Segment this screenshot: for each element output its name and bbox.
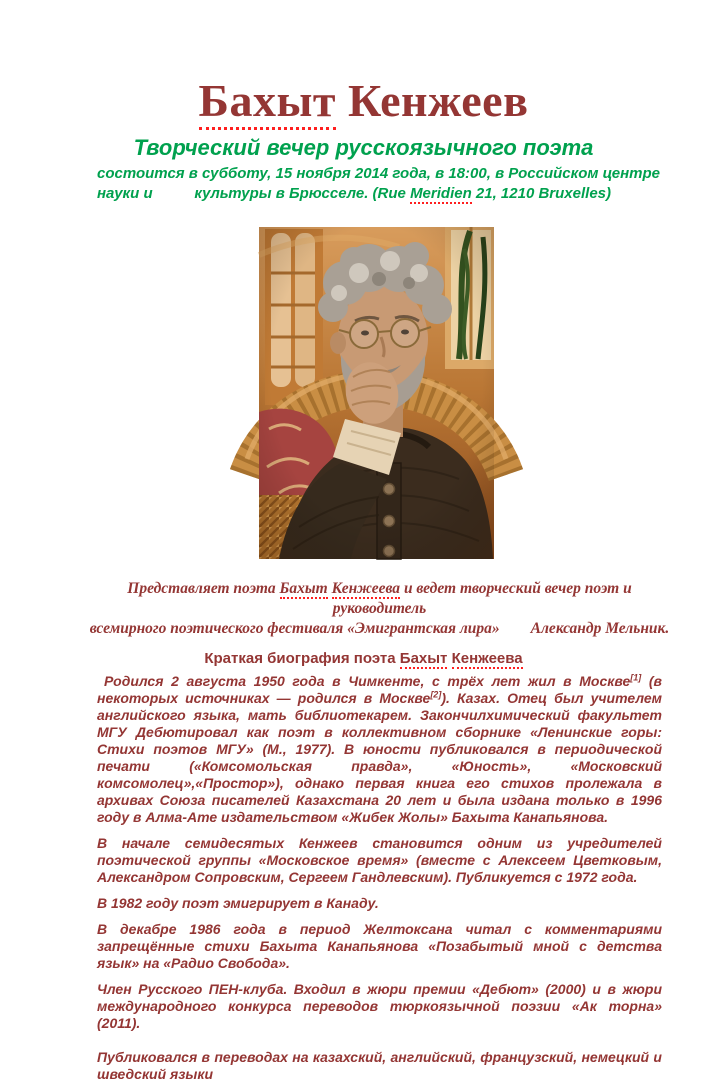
poet-last-name: Кенжеева bbox=[331, 580, 401, 598]
heading-text: Краткая биография поэта bbox=[204, 649, 400, 667]
footnote-ref-2: [2] bbox=[430, 688, 442, 699]
footnote-ref-1: [1] bbox=[630, 671, 642, 682]
poet-first-name: Бахыт bbox=[279, 580, 328, 598]
space bbox=[447, 650, 451, 667]
title-last-name: Кенжеев bbox=[335, 75, 529, 126]
photo-container bbox=[0, 227, 727, 559]
page-title bbox=[0, 0, 727, 126]
heading-last-name: Кенжеева bbox=[451, 649, 523, 667]
p1-text: ). Казах. Отец был учителем английского языка, мать библиотекарем. Закончилхимический факультет МГУ Дебютировал как поэт в коллективном сборнике «Ленинские горы: Стихи поэтов МГУ» (М., 1977). В юности публиковался в периодической печати («Комсомольская правда», «Юность», «Московский комсомолец»,«Простор»), однако первая книга его стихов пролежала в архивах Союза писателей Казахстана 20 лет и была издана только в 1996 году в Алма-Ате издательством «Жибек Жолы» Бахыта Канапьянова. bbox=[97, 689, 662, 825]
event-line-2-tail: 21, 1210 Bruxelles) bbox=[471, 185, 612, 203]
biography-body bbox=[97, 673, 662, 1083]
intro-line-1 bbox=[87, 579, 672, 619]
event-line-2 bbox=[97, 184, 662, 205]
bio-paragraph-6: Публиковался в переводах на казахский, английский, французский, немецкий и шведский языки bbox=[97, 1048, 662, 1082]
heading-first-name: Бахыт bbox=[399, 649, 448, 667]
event-line-2-text: науки и культуры в Брюсселе. (Rue bbox=[97, 185, 411, 203]
intro-text: Представляет поэта bbox=[127, 580, 280, 598]
title-first-name: Бахыт bbox=[199, 75, 336, 130]
bio-paragraph-2: В начале семидесятых Кенжеев становится одним из учредителей поэтической группы «Московское время» (вместе с Алексеем Цветковым, Александром Сопровским, Сергеем Гандлевским). Публикуется с 1972 года. bbox=[97, 834, 662, 885]
street-name: Meridien bbox=[410, 185, 472, 203]
bio-paragraph-1 bbox=[97, 673, 662, 826]
space bbox=[328, 580, 332, 597]
poet-photo bbox=[259, 227, 494, 559]
p1-text: (в некоторых источниках — родился в Москве bbox=[97, 672, 662, 706]
event-line-1: состоится в субботу, 15 ноября 2014 года, в 18:00, в Российском центре bbox=[97, 164, 661, 182]
poet-figure bbox=[259, 227, 494, 559]
bio-paragraph-4: В декабре 1986 года в период Желтоксана читал с комментариями запрещённые стихи Бахыта Канапьянова «Позабытый мной с детства язык» на «Радио Свобода». bbox=[97, 920, 662, 971]
bio-paragraph-3: В 1982 году поэт эмигрирует в Канаду. bbox=[97, 894, 379, 911]
intro-paragraph bbox=[87, 579, 672, 638]
intro-line-2: всемирного поэтического фестиваля «Эмигрантская лира» Александр Мельник. bbox=[89, 619, 670, 637]
event-details bbox=[97, 164, 662, 205]
p1-text: Родился 2 августа 1950 года в Чимкенте, с трёх лет жил в Москве bbox=[104, 672, 631, 689]
bio-paragraph-5: Член Русского ПЕН-клуба. Входил в жюри премии «Дебют» (2000) и в жюри международного конкурса переводов тюркоязычной поэзии «Ак торна» (2011). bbox=[97, 980, 662, 1031]
event-subtitle: Творческий вечер русскоязычного поэта bbox=[133, 134, 594, 160]
biography-heading bbox=[0, 650, 727, 667]
intro-text-tail: и ведет творческий вечер поэт и руководитель bbox=[332, 580, 632, 617]
